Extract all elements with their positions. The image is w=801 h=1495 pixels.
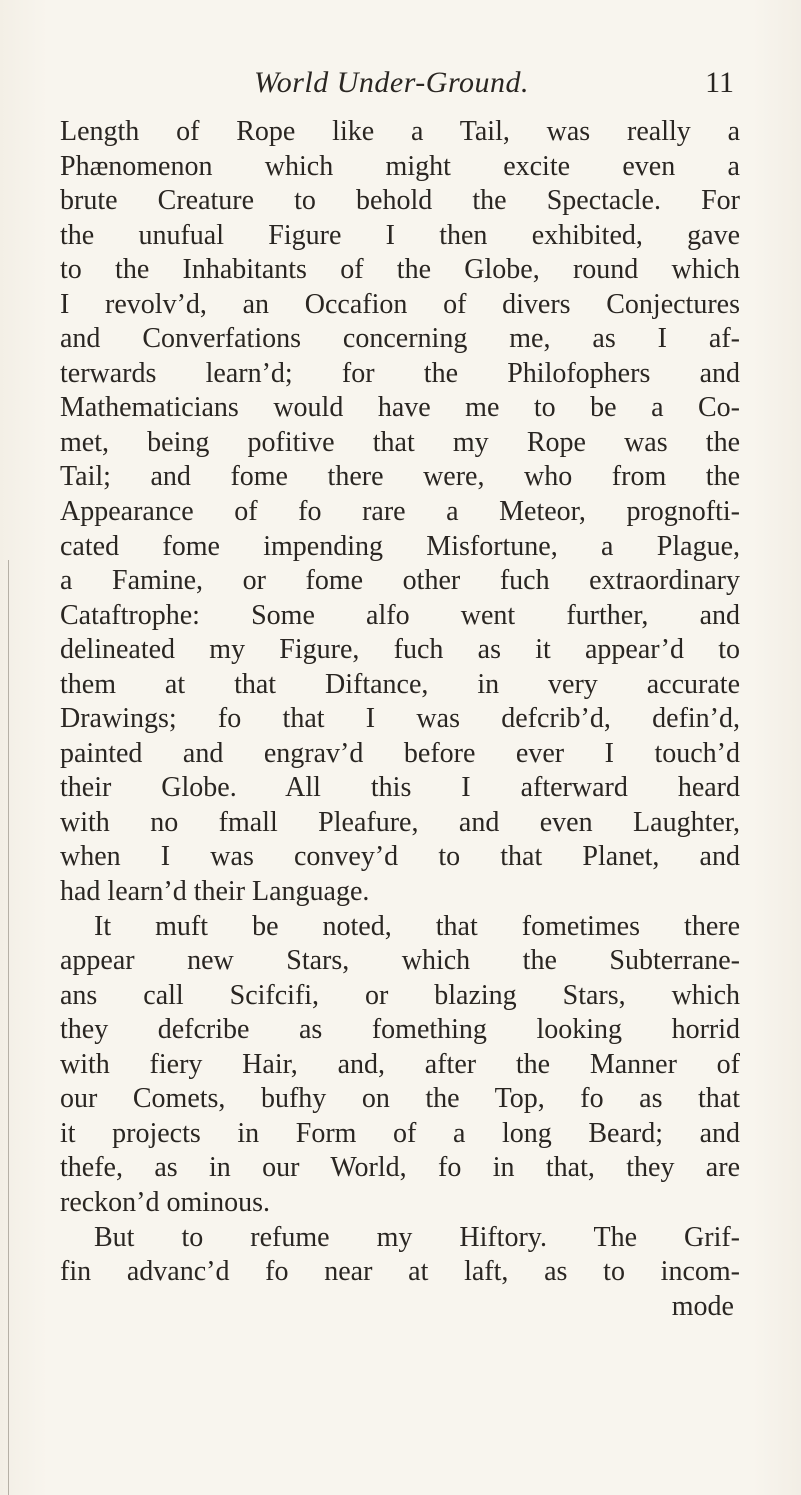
text-line: with no fmall Pleafure, and even Laughter, — [60, 806, 740, 838]
text-line: appear new Stars, which the Subterrane- — [60, 945, 740, 977]
text-line: they defcribe as fomething looking horrid — [60, 1014, 740, 1046]
text-line: Cataftrophe: Some alfo went further, and — [60, 599, 740, 631]
text-line: Length of Rope like a Tail, was really a — [60, 116, 740, 147]
page-number: 11 — [705, 66, 734, 99]
text-line: I revolv’d, an Occafion of divers Conjectures — [60, 288, 740, 320]
text-line: with fiery Hair, and, after the Manner of — [60, 1048, 740, 1080]
text-line: them at that Diftance, in very accurate — [60, 668, 740, 700]
text-line: delineated my Figure, fuch as it appear’d to — [60, 634, 740, 666]
text-line: ans call Scifcifi, or blazing Stars, which — [60, 979, 740, 1011]
page-header — [60, 66, 740, 106]
text-line: their Globe. All this I afterward heard — [60, 772, 740, 804]
text-line: Phænomenon which might excite even a — [60, 150, 740, 182]
text-line: terwards learn’d; for the Philofophers and — [60, 357, 740, 389]
catchword-line — [60, 1290, 740, 1325]
paragraph-start-line: But to refume my Hiftory. The Grif- — [94, 1221, 740, 1253]
text-line: cated fome impending Misfortune, a Plague, — [60, 530, 740, 562]
text-line: fin advanc’d fo near at laft, as to incom- — [60, 1256, 740, 1288]
paragraph-start-line: It muft be noted, that fometimes there — [94, 910, 740, 942]
paragraph-end-line: had learn’d their Language. — [60, 876, 370, 908]
text-line: and Converfations concerning me, as I af- — [60, 323, 740, 355]
text-line: our Comets, bufhy on the Top, fo as that — [60, 1083, 740, 1115]
text-line: Mathematicians would have me to be a Co- — [60, 392, 740, 424]
text-line: Appearance of fo rare a Meteor, prognofti- — [60, 496, 740, 528]
text-line: painted and engrav’d before ever I touch’d — [60, 737, 740, 769]
text-line: brute Creature to behold the Spectacle. For — [60, 185, 740, 217]
text-line: a Famine, or fome other fuch extraordinary — [60, 565, 740, 597]
paragraph-end-line: reckon’d ominous. — [60, 1186, 270, 1218]
text-line: it projects in Form of a long Beard; and — [60, 1117, 740, 1149]
text-line: to the Inhabitants of the Globe, round which — [60, 254, 740, 286]
text-line: Drawings; fo that I was defcrib’d, defin’d, — [60, 703, 740, 735]
running-head: World Under-Ground. — [254, 66, 530, 99]
gutter-rule — [8, 560, 9, 1495]
catchword: mode — [671, 1290, 734, 1322]
text-line: met, being pofitive that my Rope was the — [60, 426, 740, 458]
text-line: the unufual Figure I then exhibited, gave — [60, 219, 740, 251]
text-line: when I was convey’d to that Planet, and — [60, 841, 740, 873]
body-text — [60, 115, 740, 1324]
text-line: thefe, as in our World, fo in that, they are — [60, 1152, 740, 1184]
text-line: Tail; and fome there were, who from the — [60, 461, 740, 493]
